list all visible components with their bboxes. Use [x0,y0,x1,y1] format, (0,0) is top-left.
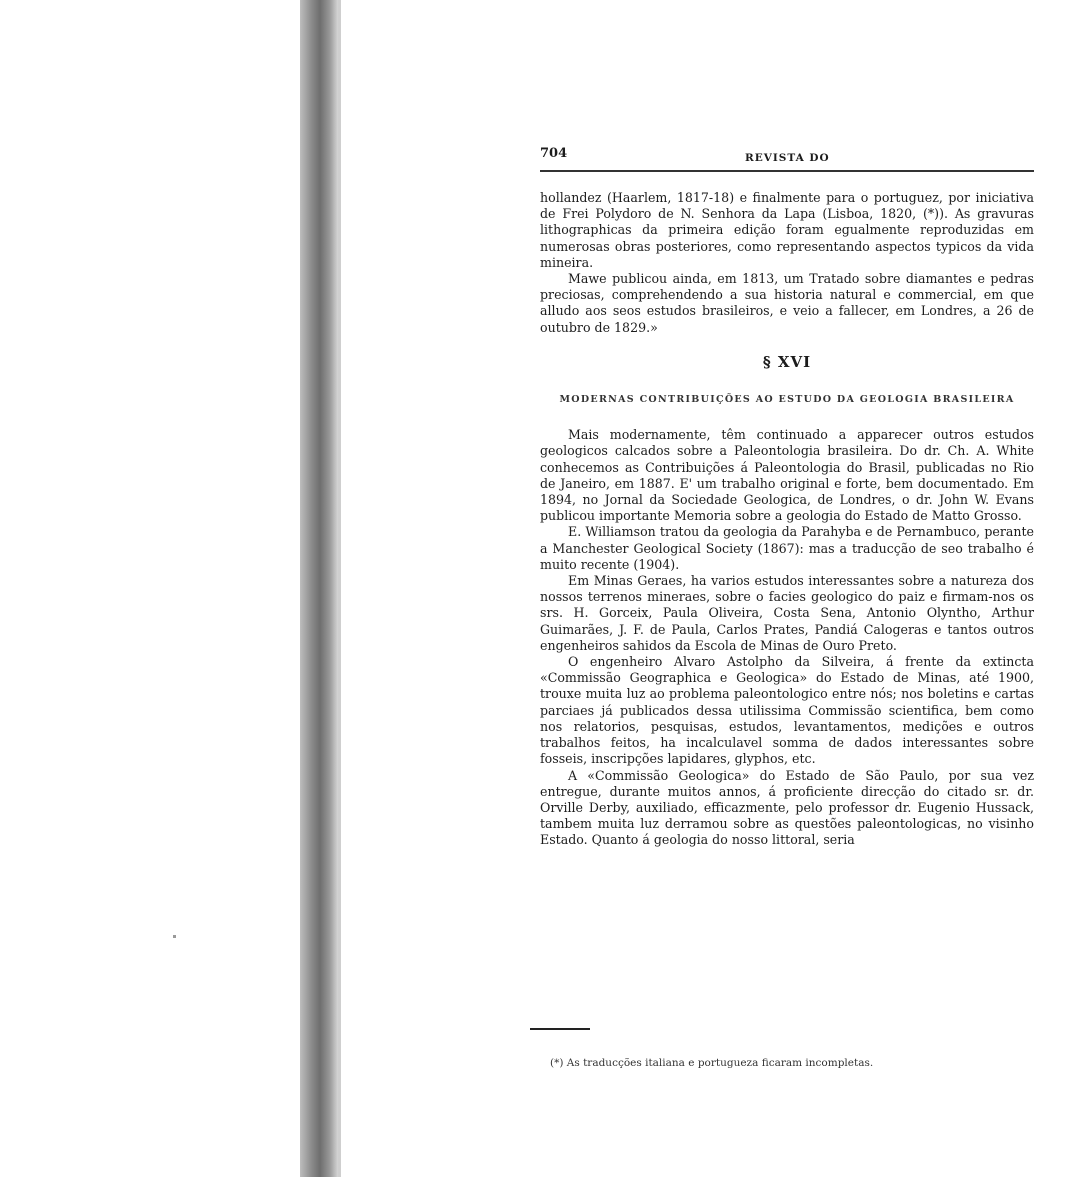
scan-speck [173,935,176,938]
paragraph: Em Minas Geraes, ha varios estudos interessantes sobre a natureza dos nossos terrenos mineraes, sobre o facies geologico do paiz e firmam-nos os srs. H. Gorceix, Paula Oliveira, Costa Sena, Antonio Olyntho, Arthur Guimarães, J. F. de Paula, Carlos Prates, Pandiá Calogeras e tantos outros engenheiros sahidos da Escola de Minas de Ouro Preto. [540,573,1034,653]
book-page [530,140,1035,1090]
continued-paragraph: hollandez (Haarlem, 1817-18) e finalmente para o portuguez, por iniciativa de Frei Polydoro de N. Senhora da Lapa (Lisboa, 1820, (*)). As gravuras lithographicas da primeira edição foram egualmente reproduzidas em numerosas obras posteriores, como representando aspectos typicos da vida mineira. [540,190,1034,270]
page-edge [338,0,341,1177]
footnote-rule [530,1028,590,1030]
footnote: (*) As traducções italiana e portugueza ficaram incompletas. [550,1057,874,1069]
section-heading: MODERNAS CONTRIBUIÇÕES AO ESTUDO DA GEOLOGIA BRASILEIRA [559,394,1015,406]
page-header [530,146,1035,168]
page-number: 704 [540,146,568,161]
paragraph: A «Commissão Geologica» do Estado de São Paulo, por sua vez entregue, durante muitos annos, á proficiente direcção do citado sr. dr. Orville Derby, auxiliado, efficazmente, pelo professor dr. Eugenio Hussack, tambem muita luz derramou sobre as questões paleontologicas, no visinho Estado. Quanto á geologia do nosso littoral, seria [540,767,1034,848]
running-title: REVISTA DO [745,152,830,164]
paragraph: Mawe publicou ainda, em 1813, um Tratado sobre diamantes e pedras preciosas, comprehendendo a sua historia natural e commercial, em que alludo aos seos estudos brasileiros, e veio a fallecer, em Londres, a 26 de outubro de 1829.» [540,271,1034,335]
paragraph: O engenheiro Alvaro Astolpho da Silveira, á frente da extincta «Commissão Geographica e Geologica» do Estado de Minas, até 1900, trouxe muita luz ao problema paleontologico entre nós; nos boletins e cartas parciaes já publicados dessa utilissima Commissão scientifica, bem como nos relatorios, pesquisas, estudos, levantamentos, medições e outros trabalhos feitos, ha incalculavel somma de dados interessantes sobre fosseis, inscripções lapidares, glyphos, etc. [540,654,1034,767]
section-number: § XVI [762,352,812,371]
paragraph: Mais modernamente, têm continuado a apparecer outros estudos geologicos calcados sobre a Paleontologia brasileira. Do dr. Ch. A. White conhecemos as Contribuições á Paleontologia do Brasil, publicadas no Rio de Janeiro, em 1887. E' um trabalho original e forte, bem documentado. Em 1894, no Jornal da Sociedade Geologica, de Londres, o dr. John W. Evans publicou importante Memoria sobre a geologia do Estado de Matto Grosso. [540,427,1034,524]
paragraph: E. Williamson tratou da geologia da Parahyba e de Pernambuco, perante a Manchester Geological Society (1867): mas a traducção de seo trabalho é muito recente (1904). [540,524,1034,572]
header-rule [540,170,1034,172]
book-spine-shadow [300,0,340,1177]
page-body [540,190,1034,849]
